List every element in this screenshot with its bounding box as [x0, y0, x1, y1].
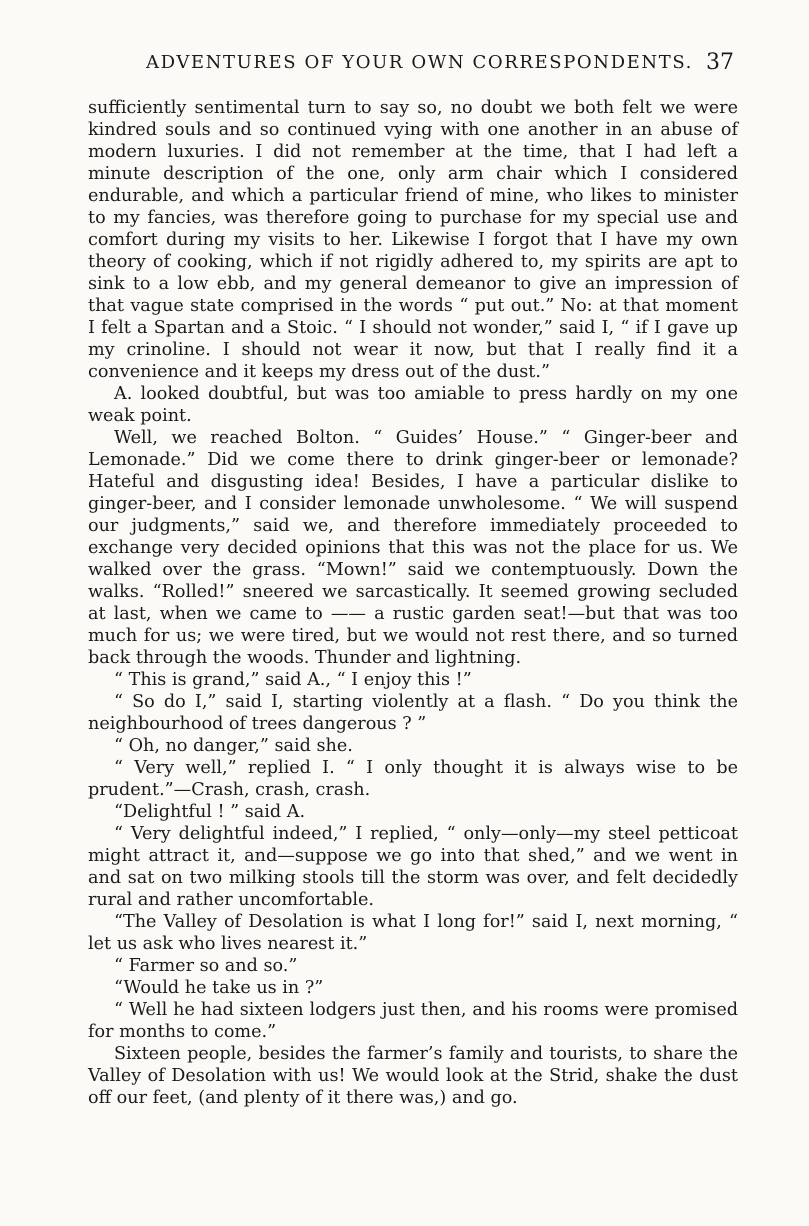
paragraph: “ Oh, no danger,” said she.	[114, 736, 353, 756]
body-text	[88, 97, 738, 1109]
running-title: ADVENTURES OF YOUR OWN CORRESPONDENTS.	[146, 52, 693, 73]
paragraph: “ So do I,” said I, starting violently at a flash. “ Do you think the neighbourhood of trees dangerous ? ”	[88, 692, 738, 734]
paragraph: “The Valley of Desolation is what I long for!” said I, next morning, “ let us ask who lives nearest it.”	[88, 912, 738, 954]
paragraph: “ Very delightful indeed,” I replied, “ only—only—my steel petticoat might attract it, and—suppose we go into that shed,” and we went in and sat on two milking stools till the storm was over, and felt decidedly rural and rather uncomfortable.	[88, 824, 738, 910]
paragraph: “ Farmer so and so.”	[114, 956, 298, 976]
paragraph: Sixteen people, besides the farmer’s family and tourists, to share the Valley of Desolation with us! We would look at the Strid, shake the dust off our feet, (and plenty of it there was,) and go.	[88, 1044, 738, 1108]
paragraph: Well, we reached Bolton. “ Guides’ House.” “ Ginger-beer and Lemonade.” Did we come there to drink ginger-beer or lemonade? Hateful and disgusting idea! Besides, I have a particular dislike to ginger-beer, and I consider lemonade unwholesome. “ We will suspend our judgments,” said we, and therefore immediately proceeded to exchange very decided opinions that this was not the place for us. We walked over the grass. “Mown!” said we contemptuously. Down the walks. “Rolled!” sneered we sarcastically. It seemed growing secluded at last, when we came to —— a rustic garden seat!—but that was too much for us; we were tired, but we would not rest there, and so turned back through the woods. Thunder and lightning.	[88, 428, 738, 668]
paragraph: “ Well he had sixteen lodgers just then, and his rooms were promised for months to come.”	[88, 1000, 738, 1042]
page-number: 37	[706, 50, 734, 75]
paragraph: “Would he take us in ?”	[114, 978, 324, 998]
paragraph: “ This is grand,” said A., “ I enjoy this !”	[114, 670, 472, 690]
paragraph: A. looked doubtful, but was too amiable to press hardly on my one weak point.	[88, 384, 738, 426]
paragraph: “Delightful ! ” said A.	[114, 802, 306, 822]
paragraph: “ Very well,” replied I. “ I only thought it is always wise to be prudent.”—Crash, crash, crash.	[88, 758, 738, 800]
paragraph: sufficiently sentimental turn to say so, no doubt we both felt we were kindred souls and so continued vying with one another in an abuse of modern luxuries. I did not remember at the time, that I had left a minute description of the one, only arm chair which I considered endurable, and which a particular friend of mine, who likes to minister to my fancies, was therefore going to purchase for my special use and comfort during my visits to her. Likewise I forgot that I have my own theory of cooking, which if not rigidly adhered to, my spirits are apt to sink to a low ebb, and my general demeanor to give an impression of that vague state comprised in the words “ put out.” No: at that moment I felt a Spartan and a Stoic. “ I should not wonder,” said I, “ if I gave up my crinoline. I should not wear it now, but that I really find it a convenience and it keeps my dress out of the dust.”	[88, 98, 738, 382]
